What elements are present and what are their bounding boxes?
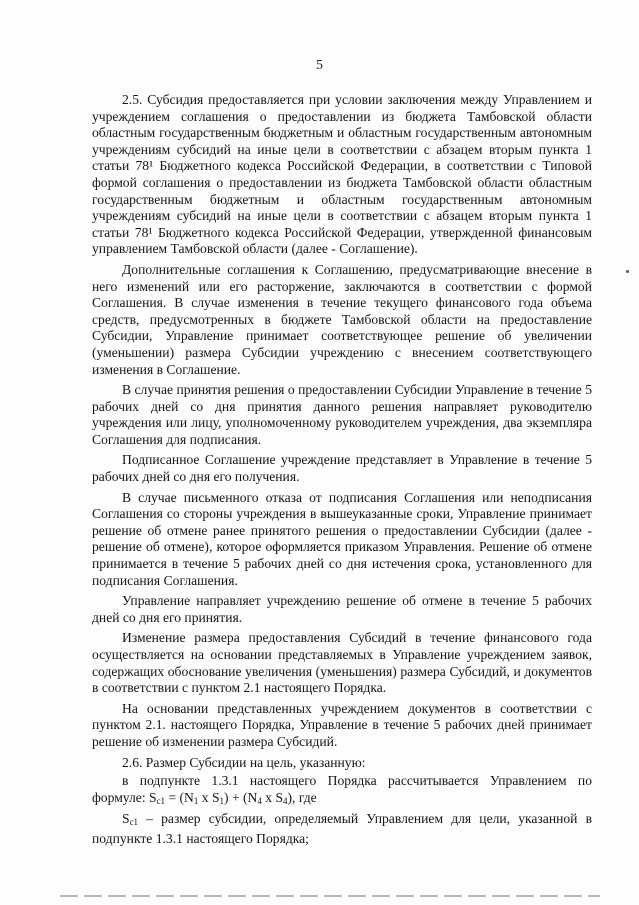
paragraph-2-6: 2.6. Размер Субсидии на цель, указанную:	[122, 754, 366, 770]
formula-x1: x S	[198, 789, 220, 805]
scan-bottom-edge	[60, 895, 600, 897]
paragraph-cancel-notice: Управление направляет учреждению решение об отмене в течение 5 рабочих дней со дня его принятия.	[92, 593, 592, 625]
paragraph-signed-agreement: Подписанное Соглашение учреждение представляет в Управление в течение 5 рабочих дней со дня его получения.	[92, 452, 592, 485]
definition-symbol-sub: c1	[129, 817, 139, 828]
formula-n1-sub: 1	[193, 795, 199, 806]
paragraph-formula	[92, 773, 592, 809]
document-body	[92, 92, 592, 852]
formula-lhs: S	[149, 789, 157, 805]
definition-text: – размер субсидии, определяемый Управлением для цели, указанной в подпункте 1.3.1 настоящего Порядка;	[92, 811, 592, 846]
paragraph-refusal: В случае письменного отказа от подписания Соглашения или неподписания Соглашения со стороны учреждения в вышеуказанные сроки, Управление принимает решение об отмене ранее принятого решения о предоставлении Субсидии (далее - решение об отмене), которое оформляется приказом Управления. Решение об отмене принимается в течение 5 рабочих дней со дня истечения срока, установленного для подписания Соглашения.	[92, 489, 592, 588]
formula-intro: в подпункте 1.3.1 настоящего Порядка рассчитывается Управлением по формуле:	[92, 773, 592, 805]
scan-mark	[626, 270, 629, 273]
paragraph-2-5: 2.5. Субсидия предоставляется при условии заключения между Управлением и учреждением соглашения о предоставлении из бюджета Тамбовской области областным государственным бюджетным и областным государственным автономным учреждениям субсидий на иные цели в соответствии с абзацем вторым пункта 1 статьи 78¹ Бюджетного кодекса Российской Федерации, в соответствии с Типовой формой соглашения о предоставлении из бюджета Тамбовской области областным государственным бюджетным и областным государственным автономным учреждениям субсидий на иные цели в соответствии с абзацем вторым пункта 1 статьи 78¹ Бюджетного кодекса Российской Федерации, утвержденной финансовым управлением Тамбовской области (далее - Соглашение).	[92, 92, 592, 257]
page-number: 5	[316, 58, 323, 73]
formula-eq: = (N	[165, 789, 194, 805]
formula-x2: x S	[261, 789, 284, 805]
formula-mid: ) + (N	[224, 789, 258, 805]
formula-tail: ), где	[287, 789, 317, 805]
formula-lhs-sub: c1	[156, 795, 166, 806]
paragraph-decision-direction: В случае принятия решения о предоставлении Субсидии Управление в течение 5 рабочих дней со дня принятия данного решения направляет руководителю учреждения или лицу, уполномоченному руководителем учреждения, два экземпляра Соглашения для подписания.	[92, 382, 592, 447]
formula	[149, 790, 317, 805]
formula-s4-sub: 4	[283, 795, 288, 806]
paragraph-definition	[92, 811, 592, 847]
paragraph-size-decision: На основании представленных учреждением документов в соответствии с пунктом 2.1. настоящего Порядка, Управление в течение 5 рабочих дней принимает решение об изменении размера Субсидий.	[92, 700, 592, 749]
paragraph-additional-agreements: Дополнительные соглашения к Соглашению, предусматривающие внесение в него изменений или его расторжение, заключаются в соответствии с формой Соглашения. В случае изменения в течение текущего финансового года объема средств, предусмотренных в бюджете Тамбовской области на предоставление Субсидии, Управление принимает соответствующее решение об увеличении (уменьшении) размера Субсидии учреждению с внесением соответствующего изменения в Соглашение.	[92, 261, 592, 377]
definition-symbol: S	[122, 811, 130, 827]
formula-n4-sub: 4	[257, 795, 262, 806]
paragraph-size-change: Изменение размера предоставления Субсидий в течение финансового года осуществляется на основании представляемых в Управление учреждением заявок, содержащих обоснование увеличения (уменьшения) размера Субсидий, и документов в соответствии с пунктом 2.1 настоящего Порядка.	[92, 630, 592, 696]
formula-s1-sub: 1	[219, 795, 225, 806]
